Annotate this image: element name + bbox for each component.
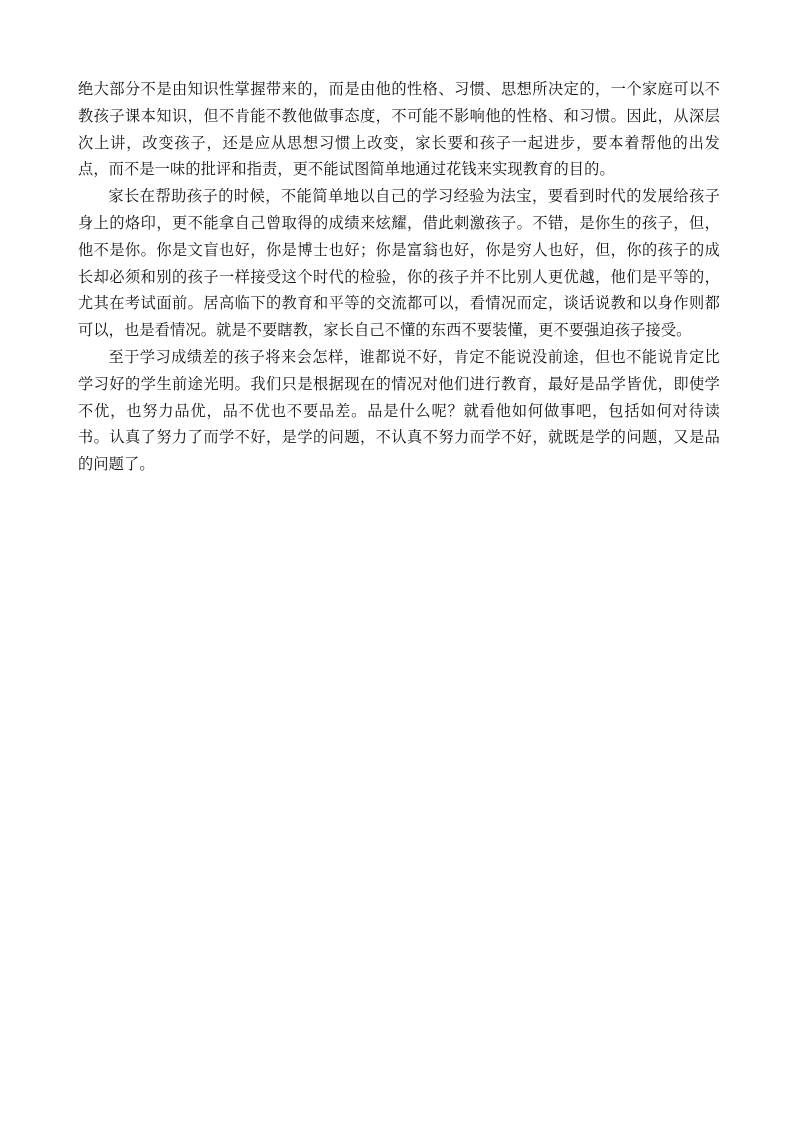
paragraph-1: 绝大部分不是由知识性掌握带来的，而是由他的性格、习惯、思想所决定的，一个家庭可以不教孩子课本知识，但不肯能不教他做事态度，不可能不影响他的性格、和习惯。因此，从深层次上讲，改变孩子，还是应从思想习惯上改变，家长要和孩子一起进步，要本着帮他的出发点，而不是一味的批评和指责，更不能试图简单地通过花钱来实现教育的目的。 — [78, 80, 720, 179]
document-body — [78, 76, 720, 478]
paragraph-2: 家长在帮助孩子的时候，不能简单地以自己的学习经验为法宝，要看到时代的发展给孩子身上的烙印，更不能拿自己曾取得的成绩来炫耀，借此刺激孩子。不错，是你生的孩子，但，他不是你。你是文盲也好，你是博士也好；你是富翁也好，你是穷人也好，但，你的孩子的成长却必须和别的孩子一样接受这个时代的检验，你的孩子并不比别人更优越，他们是平等的，尤其在考试面前。居高临下的教育和平等的交流都可以，看情况而定，谈话说教和以身作则都可以，也是看情况。就是不要瞎教，家长自己不懂的东西不要装懂，更不要强迫孩子接受。 — [78, 187, 720, 340]
paragraph-3: 至于学习成绩差的孩子将来会怎样，谁都说不好，肯定不能说没前途，但也不能说肯定比学习好的学生前途光明。我们只是根据现在的情况对他们进行教育，最好是品学皆优，即使学不优，也努力品优，品不优也不要品差。品是什么呢？就看他如何做事吧，包括如何对待读书。认真了努力了而学不好，是学的问题，不认真不努力而学不好，就既是学的问题，又是品的问题了。 — [78, 347, 720, 474]
